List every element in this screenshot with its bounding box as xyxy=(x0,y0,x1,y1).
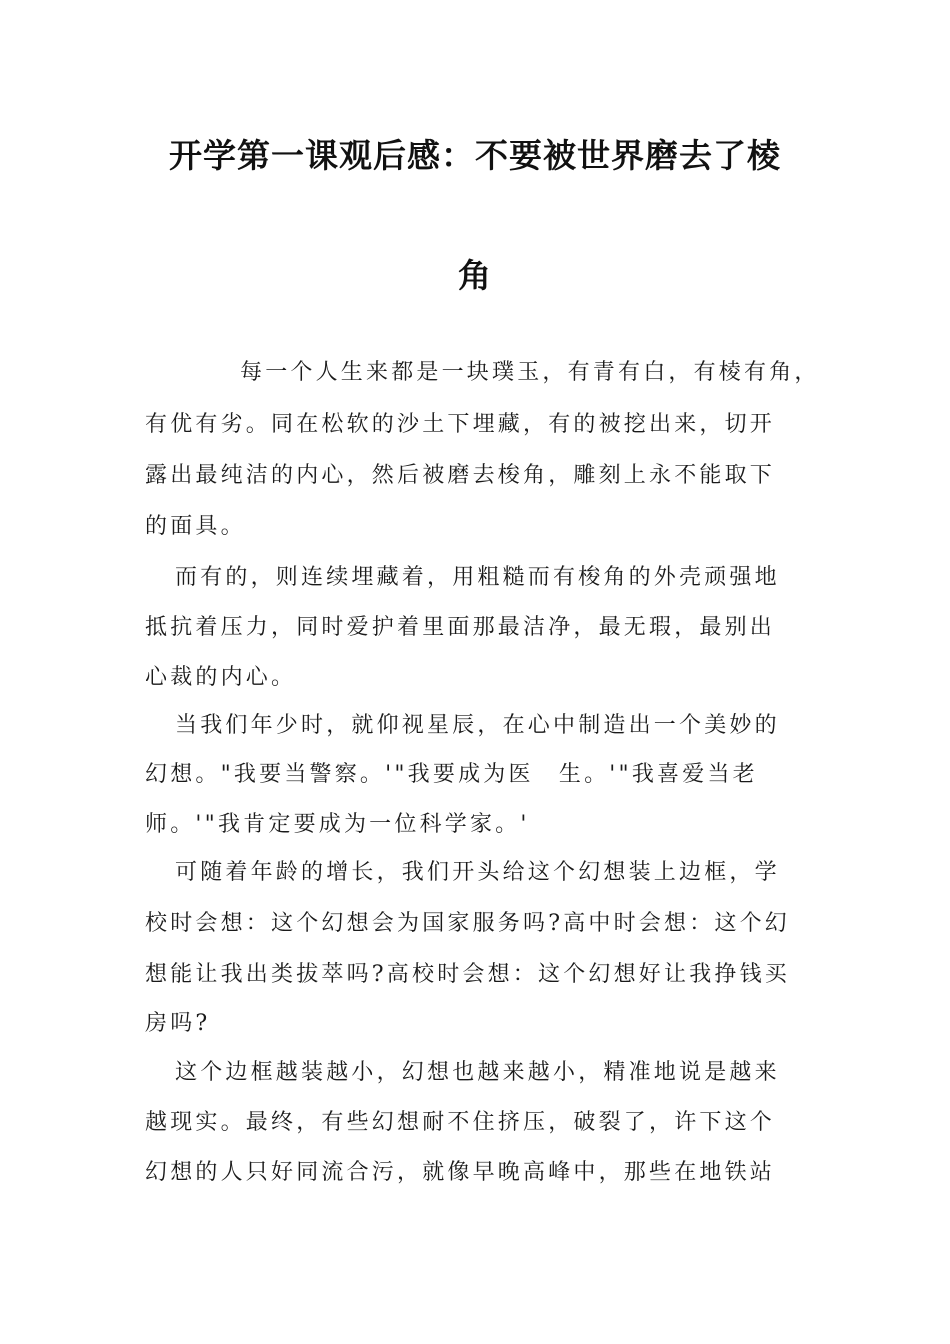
body-line: 而有的，则连续埋藏着，用粗糙而有梭角的外壳顽强地 xyxy=(175,565,780,590)
body-line: 有优有劣。同在松软的沙土下埋藏，有的被挖出来，切开 xyxy=(145,412,776,437)
body-line: 每一个人生来都是一块璞玉，有青有白，有棱有角， xyxy=(240,360,820,385)
document-title-line-1: 开学第一课观后感：不要被世界磨去了棱 xyxy=(169,136,781,175)
body-line: 的面具。 xyxy=(145,514,246,539)
body-line: 想能让我出类拔萃吗?高校时会想：这个幻想好让我挣钱买 xyxy=(145,962,790,987)
body-line: 可随着年龄的增长，我们开头给这个幻想装上边框，学 xyxy=(175,860,780,885)
body-line: 越现实。最终，有些幻想耐不住挤压，破裂了，许下这个 xyxy=(145,1110,776,1135)
body-line: 幻想的人只好同流合污，就像早晚高峰中，那些在地铁站 xyxy=(145,1160,776,1185)
body-line: 房吗? xyxy=(145,1011,211,1036)
body-line: 抵抗着压力，同时爱护着里面那最洁净，最无瑕，最别出 xyxy=(145,615,776,640)
document-title-line-2: 角 xyxy=(458,256,492,295)
body-line: 幻想。"我要当警察。'"我要成为医 生。'"我喜爱当老 xyxy=(145,762,758,787)
body-line: 露出最纯洁的内心，然后被磨去梭角，雕刻上永不能取下 xyxy=(145,463,776,488)
body-line: 师。'"我肯定要成为一位科学家。' xyxy=(145,812,530,837)
body-line: 这个边框越装越小，幻想也越来越小，精准地说是越来 xyxy=(175,1060,780,1085)
body-line: 心裁的内心。 xyxy=(145,665,297,690)
body-line: 当我们年少时，就仰视星辰，在心中制造出一个美妙的 xyxy=(175,713,780,738)
body-line: 校时会想：这个幻想会为国家服务吗?高中时会想：这个幻 xyxy=(145,911,790,936)
